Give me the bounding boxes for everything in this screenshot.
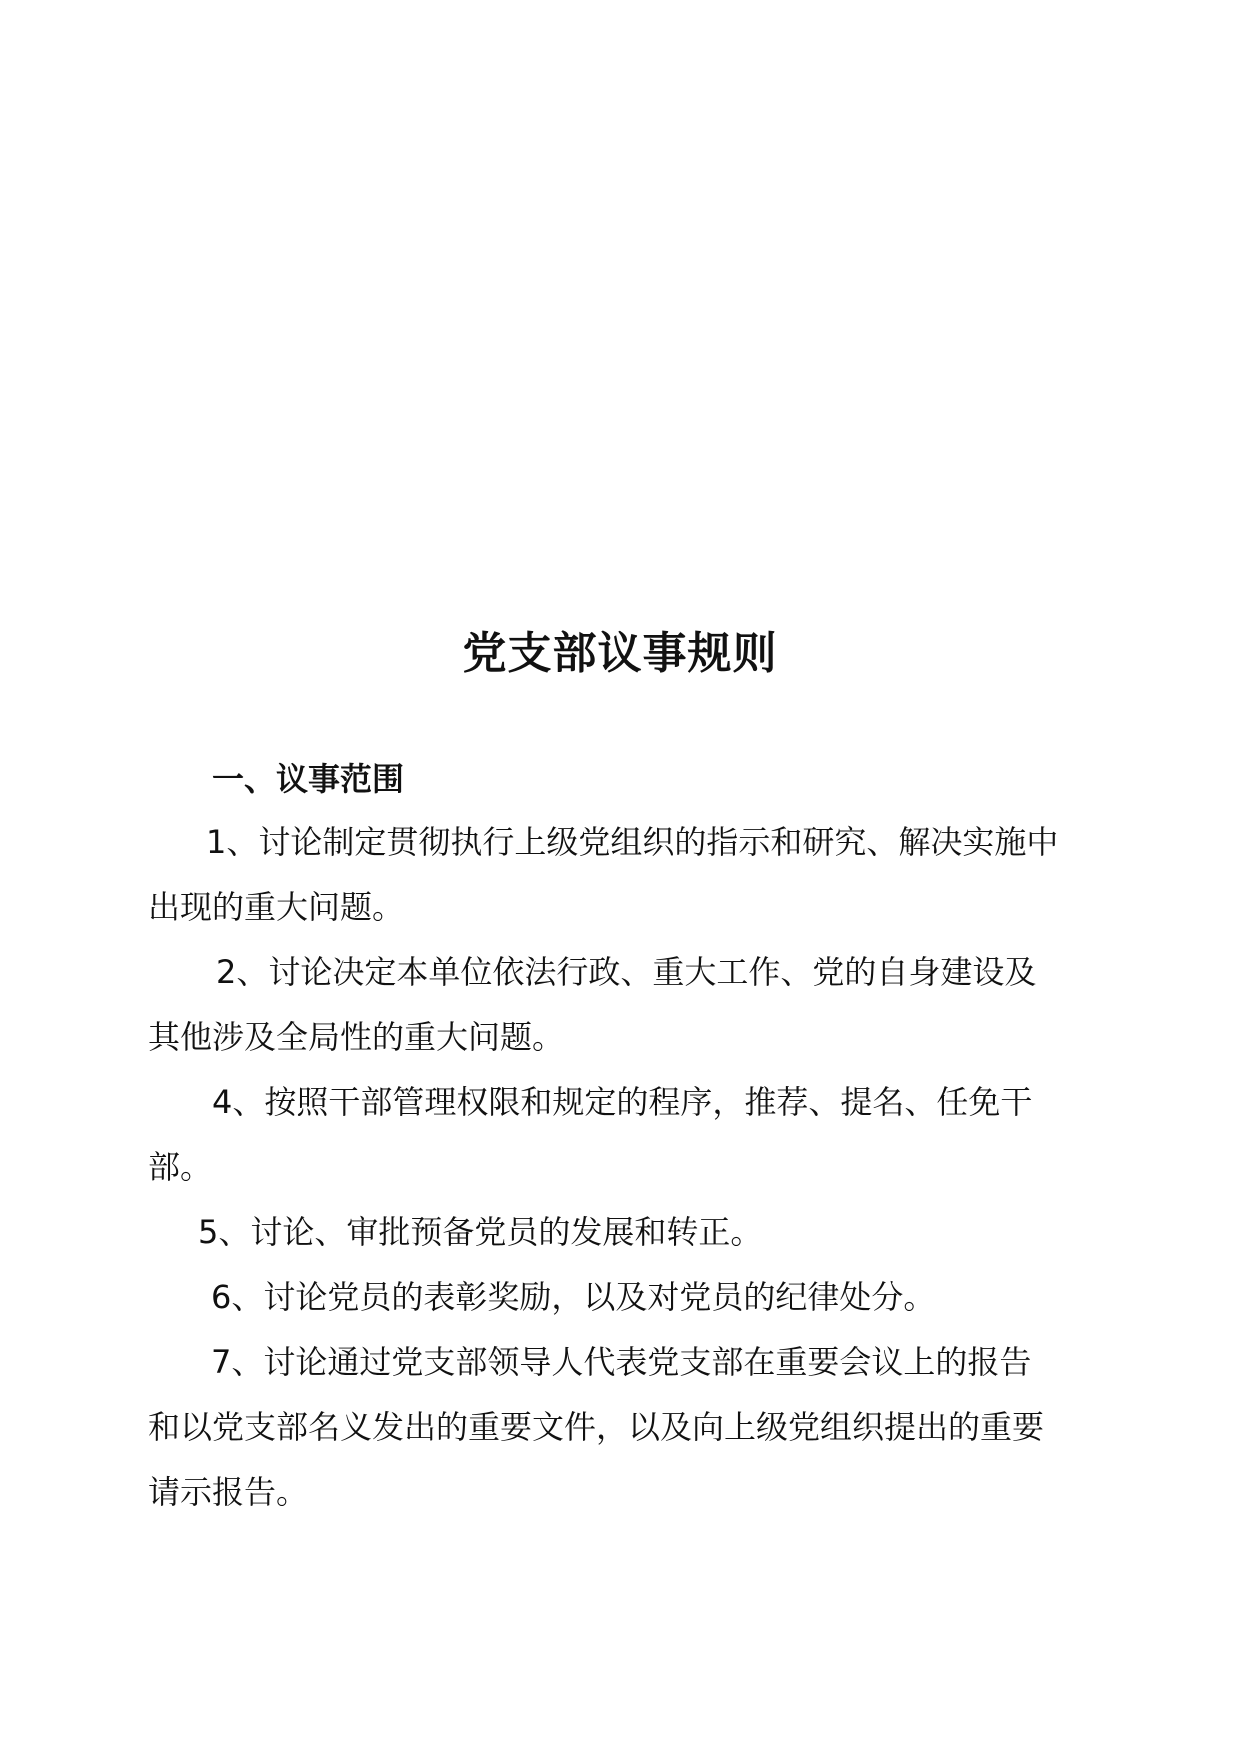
list-item-line: 和以党支部名义发出的重要文件，以及向上级党组织提出的重要: [148, 1408, 1045, 1446]
document-title: 党支部议事规则: [462, 628, 778, 679]
list-item: [148, 1200, 1092, 1265]
list-item-line: 部。: [148, 1148, 213, 1186]
section-heading: 一、议事范围: [212, 760, 405, 798]
list-item-line: 2、讨论决定本单位依法行政、重大工作、党的自身建设及: [216, 953, 1037, 991]
list-item-line: 5、讨论、审批预备党员的发展和转正。: [198, 1213, 763, 1251]
list-item-line: 7、讨论通过党支部领导人代表党支部在重要会议上的报告: [211, 1343, 1032, 1381]
list-item: [148, 1265, 1092, 1330]
list-item: [148, 940, 1092, 1070]
list-item-line: 1、讨论制定贯彻执行上级党组织的指示和研究、解决实施中: [206, 823, 1059, 861]
list-item: [148, 1070, 1092, 1200]
list-item-line: 6、讨论党员的表彰奖励，以及对党员的纪律处分。: [211, 1278, 936, 1316]
list-item-line: 其他涉及全局性的重大问题。: [148, 1018, 565, 1056]
list-item-line: 请示报告。: [148, 1473, 309, 1511]
list-item: [148, 810, 1092, 940]
list-item-line: 4、按照干部管理权限和规定的程序，推荐、提名、任免干: [212, 1083, 1033, 1121]
list-item: [148, 1330, 1092, 1525]
list-item-line: 出现的重大问题。: [148, 888, 405, 926]
